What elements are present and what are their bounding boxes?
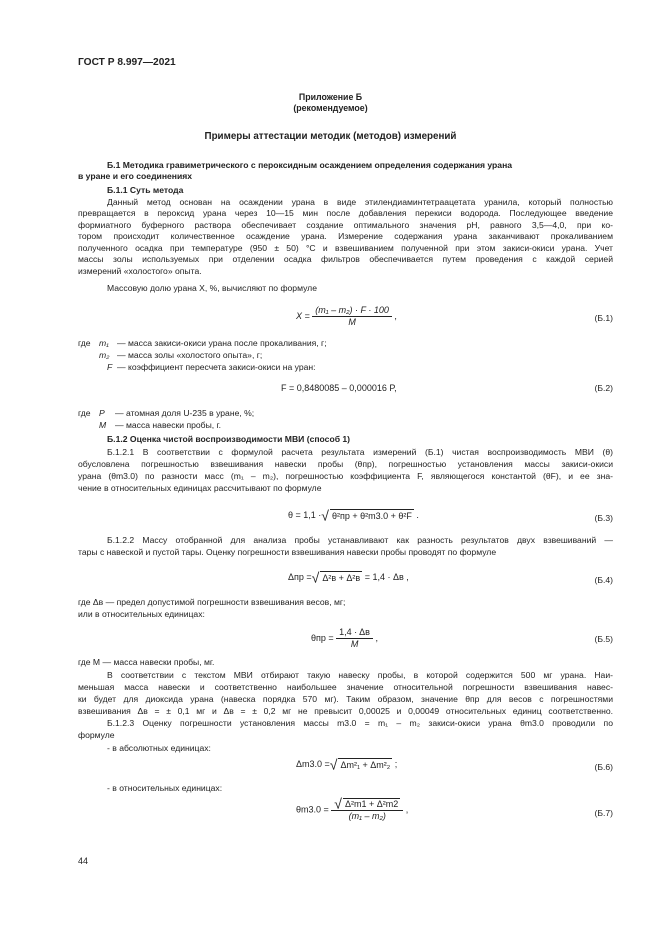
paragraph-line: полученного осадка при температуре (950 ± 50) °С и взвешиванием полученной при этом закиси-окиси урана. Учет bbox=[78, 243, 613, 253]
equation-number: (Б.1) bbox=[594, 313, 613, 323]
paragraph-line: где Δв — предел допустимой погрешности взвешивания весов, мг; bbox=[78, 597, 346, 607]
appendix-subtitle: (рекомендуемое) bbox=[293, 103, 368, 113]
paragraph-line: обусловлена погрешностью взвешивания навески пробы (θпр), погрешностью установления массы закиси-окиси bbox=[78, 459, 613, 469]
paragraph-line: формуле bbox=[78, 730, 115, 740]
paragraph-line: формиатного буферного раствора обеспечивает создание оптимального значения pH, равного 3,5—4,0, при ко- bbox=[78, 220, 613, 230]
paragraph: Массовую долю урана X, %, вычисляют по формуле bbox=[107, 283, 317, 293]
definition-symbol: m₁ bbox=[99, 338, 109, 348]
definition-text: — масса закиси-окиси урана после прокаливания, г; bbox=[117, 338, 327, 348]
definition-text: — атомная доля U-235 в уране, %; bbox=[115, 408, 255, 418]
paragraph-line: чение в относительных единицах рассчитывают по формуле bbox=[78, 483, 322, 493]
paragraph-line: урана (θm3.0) по разности масс (m₁ – m₂), погрешностью коэффициента F, являющегося константой (θF), и ее зна- bbox=[78, 471, 613, 481]
definition-text: — масса навески пробы, г. bbox=[115, 420, 222, 430]
formula-b3: θ = 1,1 ·√ θ²пр + θ²m3.0 + θ²F . bbox=[288, 507, 419, 524]
paragraph-line: Б.1.2.1 В соответствии с формулой расчета результата измерений (Б.1) чистая воспроизводимость МВИ (θ) bbox=[107, 447, 613, 457]
paragraph-line: массы золы используемых при отделении осадка фильтров обеспечивается путем проведения с каждой серией bbox=[78, 254, 613, 264]
definition-text: — масса золы «холостого опыта», г; bbox=[117, 350, 263, 360]
paragraph-line: В соответствии с текстом МВИ отбирают такую навеску пробы, в которой содержится 500 мг урана. Наи- bbox=[107, 670, 613, 680]
definition-prefix: где bbox=[78, 338, 91, 348]
paragraph-line: Данный метод основан на осаждении урана в виде этилендиаминтетраацетата уранила, который полностью bbox=[107, 197, 613, 207]
definition-symbol: F bbox=[107, 362, 113, 372]
paragraph-line: превращается в пероксид урана через 10—15 мин после добавления перекиси водорода. Последующее введение bbox=[78, 208, 613, 218]
appendix-title: Приложение Б bbox=[298, 92, 363, 102]
equation-number: (Б.7) bbox=[594, 808, 613, 818]
paragraph-line: или в относительных единицах: bbox=[78, 609, 205, 619]
equation-number: (Б.5) bbox=[594, 634, 613, 644]
paragraph-line: тором происходит количественное осаждение урана. Измерение содержания урана заканчивают прокаливанием bbox=[78, 231, 613, 241]
definition-prefix: где bbox=[78, 408, 91, 418]
paragraph: - в относительных единицах: bbox=[107, 783, 223, 793]
definition-symbol: m₂ bbox=[99, 350, 110, 360]
subsection-title: Б.1.1 Суть метода bbox=[107, 185, 184, 195]
formula-b4: Δпр =√ Δ²в + Δ²в = 1,4 · Δв , bbox=[288, 569, 409, 586]
paragraph-line: меньшая масса навески и соответственно наибольшее значение относительной погрешности взвешивания навес- bbox=[78, 682, 613, 692]
definition-symbol: M bbox=[99, 420, 107, 430]
paragraph: где M — масса навески пробы, мг. bbox=[78, 657, 215, 667]
equation-number: (Б.4) bbox=[594, 575, 613, 585]
equation-number: (Б.2) bbox=[594, 383, 613, 393]
formula-b7: θm3.0 = $\frac{\text{√ Δ²m1 + Δ²m2}}{\text{(m₁ – m₂)}}$ , bbox=[296, 795, 409, 821]
paragraph-line: взвешивания Δв = ± 0,1 мг и Δв = ± 0,2 мг не превысит 0,00025 и 0,00049 относительных единиц соответственно. bbox=[78, 706, 613, 716]
paragraph-line: тары с навеской и пустой тары. Оценку погрешности взвешивания навески пробы проводят по формуле bbox=[78, 547, 497, 557]
definition-symbol: P bbox=[99, 408, 105, 418]
paragraph-line: Б.1.2.2 Массу отобранной для анализа пробы устанавливают как разность результатов двух взвешиваний — bbox=[107, 535, 613, 545]
page-number: 44 bbox=[78, 856, 89, 866]
section-title-line2: в уране и его соединениях bbox=[78, 171, 193, 181]
equation-number: (Б.6) bbox=[594, 762, 613, 772]
paragraph-line: Б.1.2.3 Оценку погрешности установления массы m3.0 = m₁ – m₂ закиси-окиси урана θm3.0 проводили по bbox=[107, 718, 613, 728]
document-header: ГОСТ Р 8.997—2021 bbox=[78, 57, 176, 68]
paragraph-line: измерений «холостого» опыта. bbox=[78, 266, 202, 276]
appendix-heading: Примеры аттестации методик (методов) измерений bbox=[204, 131, 457, 142]
formula-b5: θпр = $\frac{1,4 \cdot \Delta в}{M}$ , bbox=[311, 627, 378, 649]
definition-text: — коэффициент пересчета закиси-окиси на уран: bbox=[117, 362, 316, 372]
paragraph-line: ки будет для диоксида урана (навеска порядка 570 мг). Таким образом, значение θпр для весов с погрешностями bbox=[78, 694, 613, 704]
equation-number: (Б.3) bbox=[594, 513, 613, 523]
formula-b6: Δm3.0 =√ Δm²₁ + Δm²₂ ; bbox=[296, 756, 398, 773]
section-title-line1: Б.1 Методика гравиметрического с пероксидным осаждением определения содержания урана bbox=[107, 160, 513, 170]
paragraph: - в абсолютных единицах: bbox=[107, 743, 211, 753]
subsection-title: Б.1.2 Оценка чистой воспроизводимости МВИ (способ 1) bbox=[107, 434, 351, 444]
formula-b1: X = $\frac{\text{(m₁ – m₂) · F · 100}}{M}$ , bbox=[296, 305, 397, 327]
formula-b2: F = 0,8480085 – 0,000016 P, bbox=[281, 383, 397, 393]
